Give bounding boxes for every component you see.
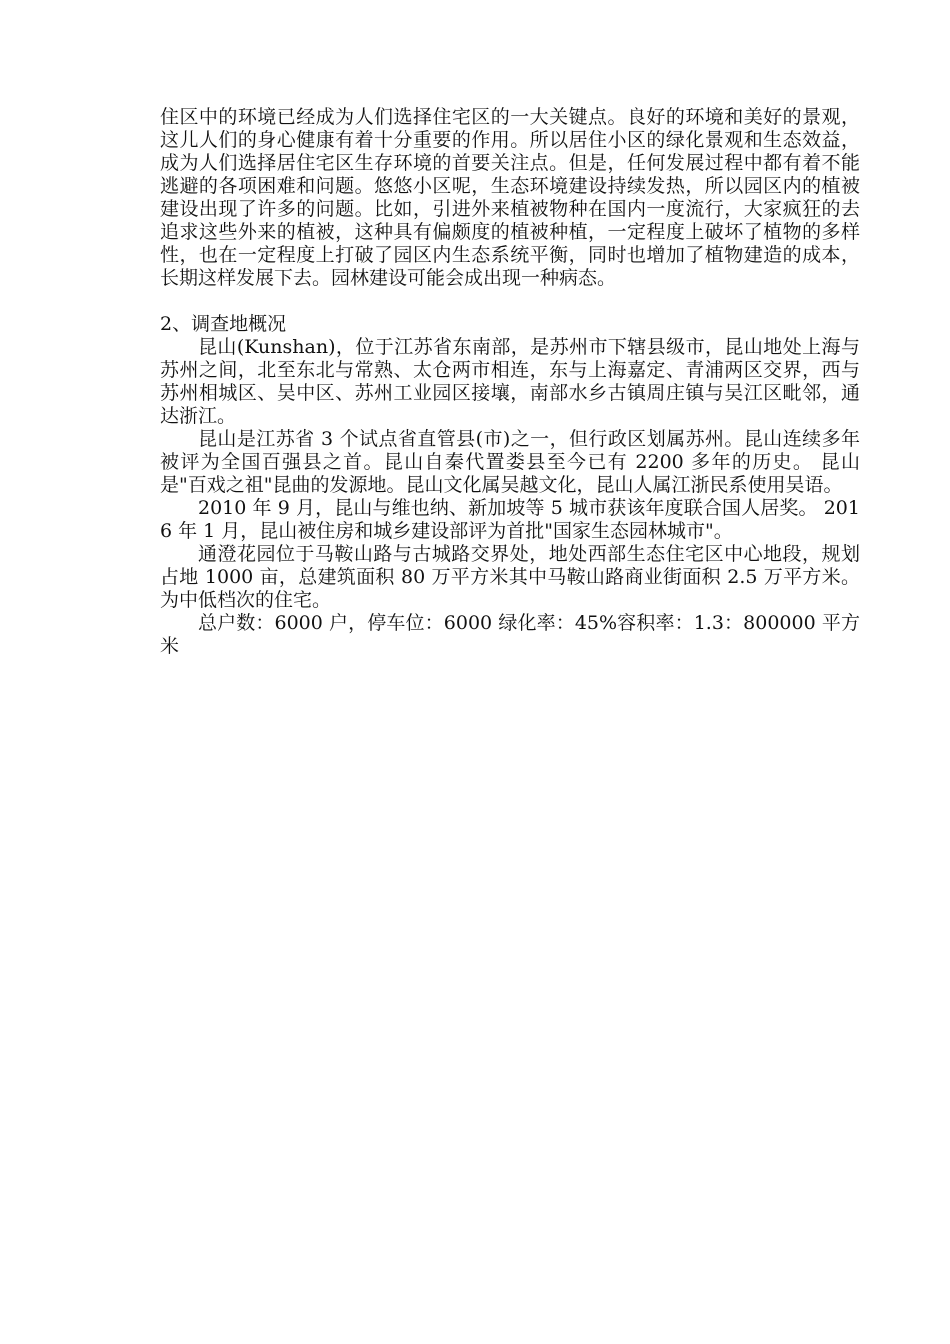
paragraph-spacer [160,290,860,313]
section-heading: 2、调查地概况 [160,313,287,335]
document-page [160,106,860,658]
paragraph-kunshan-location: 昆山(Kunshan)，位于江苏省东南部，是苏州市下辖县级市，昆山地处上海与苏州之间，北至东北与常熟、太仓两市相连，东与上海嘉定、青浦两区交界，西与苏州相城区、吴中区、苏州工业园区接壤，南部水乡古镇周庄镇与吴江区毗邻，通达浙江。 [160,336,860,427]
paragraph-kunshan-history: 昆山是江苏省 3 个试点省直管县(市)之一，但行政区划属苏州。昆山连续多年被评为全国百强县之首。昆山自秦代置娄县至今已有 2200 多年的历史。 昆山是"百戏之祖"昆曲的发源地。昆山文化属吴越文化，昆山人属江浙民系使用吴语。 [160,428,860,496]
intro-paragraph: 住区中的环境已经成为人们选择住宅区的一大关键点。良好的环境和美好的景观，这儿人们的身心健康有着十分重要的作用。所以居住小区的绿化景观和生态效益，成为人们选择居住宅区生存环境的首要关注点。但是，任何发展过程中都有着不能逃避的各项困难和问题。悠悠小区呢，生态环境建设持续发热，所以园区内的植被建设出现了许多的问题。比如，引进外来植被物种在国内一度流行，大家疯狂的去追求这些外来的植被，这种具有偏颇度的植被种植，一定程度上破坏了植物的多样性，也在一定程度上打破了园区内生态系统平衡，同时也增加了植物建造的成本，长期这样发展下去。园林建设可能会成出现一种病态。 [160,106,860,289]
paragraph-tongcheng-garden: 通澄花园位于马鞍山路与古城路交界处，地处西部生态住宅区中心地段，规划占地 1000 亩，总建筑面积 80 万平方米其中马鞍山路商业街面积 2.5 万平方米。为中低档次的住宅。 [160,543,860,611]
paragraph-statistics: 总户数：6000 户，停车位：6000 绿化率：45%容积率：1.3：800000 平方米 [160,612,860,657]
paragraph-kunshan-awards: 2010 年 9 月，昆山与维也纳、新加坡等 5 城市获该年度联合国人居奖。 2016 年 1 月，昆山被住房和城乡建设部评为首批"国家生态园林城市"。 [160,497,860,542]
